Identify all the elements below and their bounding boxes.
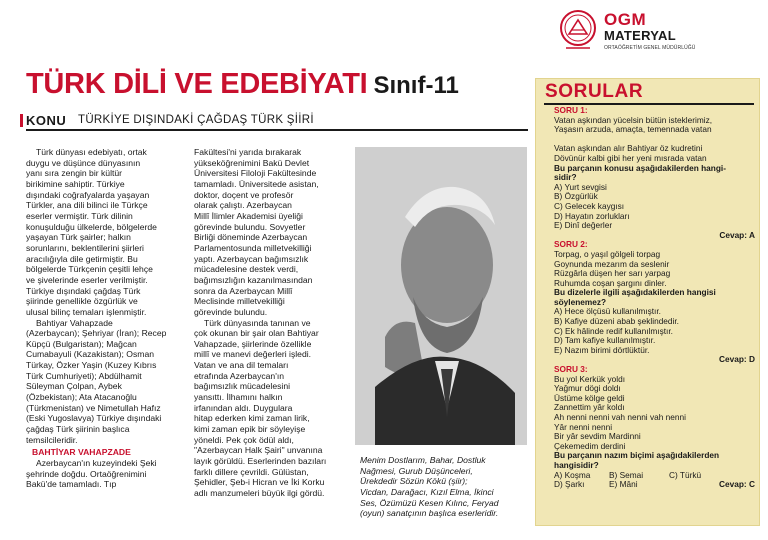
article-line: (Türkmenistan) ve Nimetullah Hafız bbox=[26, 402, 161, 413]
question-3-option-b[interactable]: B) Semai bbox=[609, 469, 644, 480]
question-3-option-e[interactable]: E) Mâni bbox=[609, 479, 638, 490]
article-line: Millî İlimler Akademisi üyeliği bbox=[194, 210, 303, 221]
article-line: bölgelerde Türkçenin çeşitli lehçe bbox=[26, 264, 153, 275]
article-line: sonra da Azerbaycan Millî bbox=[194, 285, 293, 296]
poem-line: Vatan aşkından alır Bahtiyar öz kudretini bbox=[554, 143, 703, 154]
question-3 bbox=[554, 365, 755, 490]
article-line: sorunlarını, beklentilerini şiirleri bbox=[26, 242, 144, 253]
article-line: konuşulduğu ülkelerde, bölgelerde bbox=[26, 221, 157, 232]
article-line: yansıttı. İlhamını halkın bbox=[194, 392, 283, 403]
question-2 bbox=[554, 240, 755, 365]
article-line: (Özbekistan); Ata Atacanoğlu bbox=[26, 392, 137, 403]
article-line: irfanından aldı. Duygulara bbox=[194, 402, 293, 413]
question-2-answer: Cevap: D bbox=[719, 354, 755, 365]
answer-option[interactable]: E) Nazım birimi dörtlüktür. bbox=[554, 344, 650, 355]
prompt-line: hangisidir? bbox=[554, 459, 599, 470]
article-line: dışındaki coğrafyalarda yaşayan bbox=[26, 189, 150, 200]
question-1 bbox=[554, 106, 755, 240]
article-line: Birliği döneminde Azerbaycan bbox=[194, 232, 308, 243]
article-line: Türk Cumhuriyeti); Abdülhamit bbox=[26, 370, 142, 381]
article-line: Vatan ve ana dil temaları bbox=[194, 360, 289, 371]
article-line: Bakü'de tamamladı. Tıp bbox=[26, 479, 117, 490]
article-line: hitap ederken kimi zaman lirik, bbox=[194, 413, 310, 424]
article-line: Türkler, ana dili bilinci ile Türkçe bbox=[26, 200, 148, 211]
article-line: bağımsızlık mücadelesini bbox=[194, 381, 291, 392]
ministry-emblem-icon bbox=[558, 8, 598, 52]
answer-option[interactable]: B) Özgürlük bbox=[554, 191, 598, 202]
question-1-answer: Cevap: A bbox=[719, 229, 755, 240]
article-line: (Azerbaycan); Şehriyar (İran); Recep bbox=[26, 328, 167, 339]
article-line: görevinde bulundu. Sovyetler bbox=[194, 221, 306, 232]
poem-line: Goynunda mezarım da seslenir bbox=[554, 258, 670, 269]
article-line: Bahtiyar Vahapzade bbox=[36, 317, 113, 328]
topic-text: TÜRKİYE DIŞINDAKİ ÇAĞDAŞ TÜRK ŞİİRİ bbox=[78, 114, 314, 126]
article-line: Üniversitesi Filoloji Fakültesinde bbox=[194, 168, 317, 179]
article-line: layık görüldü. Eserlerinden bazıları bbox=[194, 456, 327, 467]
article-line: olarak çalıştı. Azerbaycan bbox=[194, 200, 292, 211]
question-2-prompt bbox=[554, 288, 755, 307]
article-line: etrafında Azerbaycan'ın bbox=[194, 370, 285, 381]
question-2-options bbox=[554, 307, 755, 355]
question-1-poem bbox=[554, 116, 755, 164]
question-2-heading: SORU 2: bbox=[554, 239, 588, 250]
article-column-2 bbox=[194, 147, 344, 499]
question-3-answer: Cevap: C bbox=[719, 479, 755, 490]
answer-option[interactable]: C) Gelecek kaygısı bbox=[554, 200, 625, 211]
poem-line: Yaşasın arzuda, amaçta, temennada vatan bbox=[554, 124, 712, 135]
article-line: "Azerbaycan Halk Şairi" unvanına bbox=[194, 445, 323, 456]
article-line: temsilcileridir. bbox=[26, 434, 78, 445]
article-line: (Eski Yugoslavya) Türkiye dışındaki bbox=[26, 413, 162, 424]
article-line: şehrinde doğdu. Ortaöğrenimini bbox=[26, 468, 147, 479]
article-line: çağdaş Türk şiirinin başlıca bbox=[26, 424, 130, 435]
prompt-line: söylenemez? bbox=[554, 296, 607, 307]
article-line: tamamladı. Üniversitede asistan, bbox=[194, 178, 319, 189]
portrait-illustration-icon bbox=[355, 147, 527, 445]
article-line: Türkiye dışındaki çağdaş Türk bbox=[26, 285, 141, 296]
question-2-poem bbox=[554, 250, 755, 288]
caption-line: Nağmesi, Gurub Düşünceleri, bbox=[360, 465, 473, 476]
poem-line: Torpag, o yaşıl gölgeli torpag bbox=[554, 248, 661, 259]
question-1-options bbox=[554, 183, 755, 231]
questions-panel bbox=[535, 78, 760, 526]
question-3-option-a[interactable]: A) Koşma bbox=[554, 469, 591, 480]
caption-line: Vicdan, Darağacı, Kızıl Elma, İkinci bbox=[360, 486, 494, 497]
questions-title: SORULAR bbox=[545, 81, 644, 102]
poem-line: Vatan aşkından yücelsin bütün isteklerimiz, bbox=[554, 114, 713, 125]
page-title-class: Sınıf-11 bbox=[373, 72, 459, 99]
article-column-1 bbox=[26, 147, 176, 490]
article-line: aracılığıyla dile getirmiştir. Bu bbox=[26, 253, 138, 264]
question-3-options-row-2 bbox=[554, 480, 755, 490]
article-line: ve şivelerinde eserler verilmiştir. bbox=[26, 274, 148, 285]
article-line: doktor, doçent ve profesör bbox=[194, 189, 294, 200]
article-line: Türkay, Özker Yaşin (Kuzey Kıbrıs bbox=[26, 360, 157, 371]
article-line: yaptı. Azerbaycan bağımsızlık bbox=[194, 253, 309, 264]
answer-option[interactable]: A) Hece ölçüsü kullanılmıştır. bbox=[554, 306, 661, 317]
caption-line: (oyun) sanatçının başlıca eserleridir. bbox=[360, 508, 499, 519]
prompt-line: Bu parçanın konusu aşağıdakilerden hangi- bbox=[554, 162, 726, 173]
article-line: birikimine sahiptir. Türkiye bbox=[26, 178, 125, 189]
article-line: Türk dünyasında tanınan ve bbox=[204, 317, 311, 328]
poem-line: Üstüme kölge geldi bbox=[554, 392, 625, 403]
caption-line: Ses, Özümüzü Kesen Kılınc, Feryad bbox=[360, 497, 499, 508]
article-line: millî ve manevi değerleri işledi. bbox=[194, 349, 312, 360]
article-line: Cumabayuli (Kazakistan); Osman bbox=[26, 349, 154, 360]
poem-line: Yağmur dögi doldı bbox=[554, 383, 621, 394]
questions-body bbox=[554, 106, 755, 490]
caption-line: Menim Dostlarım, Bahar, Dostluk bbox=[360, 455, 486, 465]
article-line: yöneldi. Pek çok ödül aldı, bbox=[194, 434, 294, 445]
article-line: görevinde bulundu. bbox=[194, 306, 268, 317]
article-line: Fakültesi'ni yarıda bırakarak bbox=[194, 147, 302, 157]
article-line: Azerbaycan'ın kuzeyindeki Şeki bbox=[36, 458, 157, 469]
poet-portrait-photo bbox=[355, 147, 527, 445]
poem-line: Dövünür kalbi gibi her yeni mısrada vatan bbox=[554, 152, 707, 163]
article-line: ulusal bilinç temaları işlenmiştir. bbox=[26, 306, 147, 317]
article-line: duygu ve düşünce dünyasının bbox=[26, 157, 141, 168]
article-line: şiirinde genellikle özgürlük ve bbox=[26, 296, 138, 307]
question-1-heading: SORU 1: bbox=[554, 105, 588, 115]
question-3-poem bbox=[554, 375, 755, 452]
prompt-line: Bu dizelerle ilgili aşağıdakilerden hangisi bbox=[554, 287, 716, 298]
topic-bar bbox=[26, 113, 528, 131]
article-line: mücadelesine destek verdi, bbox=[194, 264, 299, 275]
article-line: Parlamentosunda milletvekilliği bbox=[194, 242, 312, 253]
column-2-lines bbox=[194, 147, 344, 499]
poem-line: Yâr nenni nenni bbox=[554, 421, 613, 432]
answer-option[interactable]: B) Kafiye düzeni abab şeklindedir. bbox=[554, 316, 679, 327]
question-3-option-d[interactable]: D) Şarkı bbox=[554, 479, 585, 490]
article-line: Süleyman Çolpan, Aybek bbox=[26, 381, 122, 392]
logo-materyal-text: MATERYAL bbox=[604, 28, 676, 43]
poem-line: Bir yâr sevdim Mardinni bbox=[554, 431, 641, 442]
article-line: Vahapzade, şiirlerinde özellikle bbox=[194, 338, 312, 349]
poem-line: Rüzgârla düşen her sarı yarpag bbox=[554, 268, 671, 279]
question-3-prompt bbox=[554, 451, 755, 470]
question-3-heading: SORU 3: bbox=[554, 364, 588, 375]
prompt-line: sidir? bbox=[554, 172, 577, 183]
article-line: kimi zaman epik bir söyleyişe bbox=[194, 424, 306, 435]
answer-option[interactable]: D) Tam kafiye kullanılmıştır. bbox=[554, 335, 656, 346]
page-title bbox=[26, 70, 459, 99]
article-line: Şehidler, Şeb-i Hicran ve İki Korku bbox=[194, 477, 325, 488]
answer-option[interactable]: C) Ek hâlinde redif kullanılmıştır. bbox=[554, 325, 673, 336]
column-1-end-lines bbox=[26, 458, 176, 490]
poem-line: Ruhumda coşan şargını dinler. bbox=[554, 277, 667, 288]
article-line: Meclisinde milletvekilliği bbox=[194, 296, 285, 307]
caption-line: Ürekdedir Sözün Kökü (şiir); bbox=[360, 476, 468, 487]
poem-line: Zannettim yâr koldı bbox=[554, 402, 625, 413]
poem-line: Çekemedim derdini bbox=[554, 440, 626, 451]
question-1-prompt bbox=[554, 164, 755, 183]
logo-ogm-text: OGM bbox=[604, 10, 647, 29]
poem-line: Ah nenni nenni vah nenni vah nenni bbox=[554, 412, 686, 422]
works-caption-lines bbox=[360, 455, 524, 519]
column-1-lines bbox=[26, 147, 176, 445]
article-line: yükseköğrenimini Bakü Devlet bbox=[194, 157, 310, 168]
answer-option[interactable]: E) Dinî değerler bbox=[554, 220, 613, 231]
article-line: farklı dillere çevrildi. Gülüstan, bbox=[194, 466, 309, 477]
logo-subtitle: ORTAÖĞRETİM GENEL MÜDÜRLÜĞÜ bbox=[604, 45, 696, 51]
page-title-main: TÜRK DİLİ VE EDEBİYATI bbox=[26, 68, 368, 100]
article-line: Türk dünyası edebiyatı, ortak bbox=[36, 147, 147, 157]
answer-option[interactable]: A) Yurt sevgisi bbox=[554, 181, 607, 192]
topic-label: KONU bbox=[26, 113, 67, 128]
question-3-option-c[interactable]: C) Türkü bbox=[669, 469, 702, 480]
article-line: bağımsızlığın kazanılmasından bbox=[194, 274, 313, 285]
prompt-line: Bu parçanın nazım biçimi aşağıdakilerden bbox=[554, 450, 720, 461]
article-line: yaşayan Türk şairler; halkın bbox=[26, 232, 131, 243]
answer-option[interactable]: D) Hayatın zorlukları bbox=[554, 210, 630, 221]
article-line: çok okunan bir şair olan Bahtiyar bbox=[194, 328, 319, 339]
article-line: adlı manzumeleri büyük ilgi gördü. bbox=[194, 488, 325, 498]
ogm-materyal-logo bbox=[558, 6, 708, 58]
works-caption bbox=[360, 455, 524, 519]
poem-line: Bu yol Kerkük yoldı bbox=[554, 373, 626, 384]
article-line: eserler vermiştir. Türk dilinin bbox=[26, 210, 133, 221]
poet-subheading: BAHTİYAR VAHAPZADE bbox=[32, 447, 131, 458]
article-line: Küpçü (Bulgaristan); Mağcan bbox=[26, 338, 137, 349]
article-line: yanı sıra zengin bir kültür bbox=[26, 168, 123, 179]
